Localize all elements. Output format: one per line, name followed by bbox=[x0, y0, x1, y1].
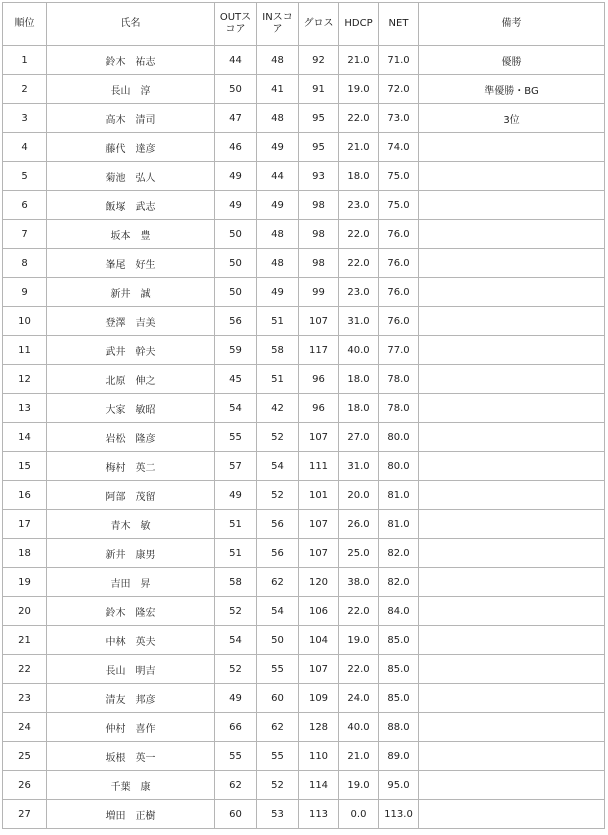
table-row bbox=[3, 191, 605, 220]
table-row bbox=[3, 133, 605, 162]
in-score-cell: 56 bbox=[257, 510, 299, 539]
hdcp-cell: 0.0 bbox=[339, 800, 379, 829]
name-cell: 仲村 喜作 bbox=[47, 713, 215, 742]
out-score-cell: 60 bbox=[215, 800, 257, 829]
gross-cell: 99 bbox=[299, 278, 339, 307]
net-cell: 75.0 bbox=[379, 191, 419, 220]
table-row bbox=[3, 365, 605, 394]
rank-cell: 14 bbox=[3, 423, 47, 452]
header-rank: 順位 bbox=[3, 3, 47, 46]
remarks-cell bbox=[419, 539, 605, 568]
out-score-cell: 50 bbox=[215, 249, 257, 278]
remarks-cell bbox=[419, 394, 605, 423]
gross-cell: 107 bbox=[299, 539, 339, 568]
name-cell: 長山 明吉 bbox=[47, 655, 215, 684]
net-cell: 80.0 bbox=[379, 452, 419, 481]
remarks-cell: 3位 bbox=[419, 104, 605, 133]
name-cell: 菊池 弘人 bbox=[47, 162, 215, 191]
remarks-cell: 準優勝・BG bbox=[419, 75, 605, 104]
gross-cell: 114 bbox=[299, 771, 339, 800]
table-row bbox=[3, 46, 605, 75]
remarks-cell bbox=[419, 423, 605, 452]
table-row bbox=[3, 336, 605, 365]
table-row bbox=[3, 626, 605, 655]
hdcp-cell: 19.0 bbox=[339, 771, 379, 800]
out-score-cell: 49 bbox=[215, 162, 257, 191]
remarks-cell bbox=[419, 133, 605, 162]
table-row bbox=[3, 394, 605, 423]
rank-cell: 18 bbox=[3, 539, 47, 568]
out-score-cell: 52 bbox=[215, 597, 257, 626]
name-cell: 清友 邦彦 bbox=[47, 684, 215, 713]
table-row bbox=[3, 423, 605, 452]
net-cell: 76.0 bbox=[379, 278, 419, 307]
gross-cell: 109 bbox=[299, 684, 339, 713]
table-row bbox=[3, 655, 605, 684]
name-cell: 中林 英夫 bbox=[47, 626, 215, 655]
table-row bbox=[3, 278, 605, 307]
rank-cell: 6 bbox=[3, 191, 47, 220]
remarks-cell bbox=[419, 452, 605, 481]
rank-cell: 21 bbox=[3, 626, 47, 655]
name-cell: 増田 正樹 bbox=[47, 800, 215, 829]
in-score-cell: 48 bbox=[257, 220, 299, 249]
remarks-cell bbox=[419, 365, 605, 394]
hdcp-cell: 21.0 bbox=[339, 46, 379, 75]
remarks-cell bbox=[419, 597, 605, 626]
net-cell: 71.0 bbox=[379, 46, 419, 75]
rank-cell: 22 bbox=[3, 655, 47, 684]
name-cell: 吉田 昇 bbox=[47, 568, 215, 597]
net-cell: 80.0 bbox=[379, 423, 419, 452]
table-row bbox=[3, 800, 605, 829]
rank-cell: 27 bbox=[3, 800, 47, 829]
in-score-cell: 55 bbox=[257, 655, 299, 684]
table-row bbox=[3, 307, 605, 336]
name-cell: 坂本 豊 bbox=[47, 220, 215, 249]
rank-cell: 16 bbox=[3, 481, 47, 510]
gross-cell: 91 bbox=[299, 75, 339, 104]
remarks-cell bbox=[419, 568, 605, 597]
rank-cell: 23 bbox=[3, 684, 47, 713]
in-score-cell: 51 bbox=[257, 365, 299, 394]
in-score-cell: 48 bbox=[257, 46, 299, 75]
remarks-cell bbox=[419, 278, 605, 307]
in-score-cell: 60 bbox=[257, 684, 299, 713]
remarks-cell bbox=[419, 713, 605, 742]
name-cell: 大家 敏昭 bbox=[47, 394, 215, 423]
net-cell: 76.0 bbox=[379, 307, 419, 336]
rank-cell: 17 bbox=[3, 510, 47, 539]
name-cell: 武井 幹夫 bbox=[47, 336, 215, 365]
gross-cell: 93 bbox=[299, 162, 339, 191]
net-cell: 75.0 bbox=[379, 162, 419, 191]
in-score-cell: 42 bbox=[257, 394, 299, 423]
out-score-cell: 50 bbox=[215, 278, 257, 307]
in-score-cell: 51 bbox=[257, 307, 299, 336]
gross-cell: 111 bbox=[299, 452, 339, 481]
out-score-cell: 59 bbox=[215, 336, 257, 365]
gross-cell: 117 bbox=[299, 336, 339, 365]
out-score-cell: 51 bbox=[215, 539, 257, 568]
gross-cell: 101 bbox=[299, 481, 339, 510]
gross-cell: 96 bbox=[299, 394, 339, 423]
rank-cell: 9 bbox=[3, 278, 47, 307]
header-name: 氏名 bbox=[47, 3, 215, 46]
out-score-cell: 55 bbox=[215, 742, 257, 771]
in-score-cell: 55 bbox=[257, 742, 299, 771]
table-row bbox=[3, 249, 605, 278]
in-score-cell: 52 bbox=[257, 771, 299, 800]
hdcp-cell: 18.0 bbox=[339, 162, 379, 191]
remarks-cell bbox=[419, 771, 605, 800]
net-cell: 78.0 bbox=[379, 365, 419, 394]
out-score-cell: 54 bbox=[215, 626, 257, 655]
rank-cell: 1 bbox=[3, 46, 47, 75]
in-score-cell: 48 bbox=[257, 104, 299, 133]
rank-cell: 25 bbox=[3, 742, 47, 771]
table-row bbox=[3, 713, 605, 742]
remarks-cell: 優勝 bbox=[419, 46, 605, 75]
net-cell: 88.0 bbox=[379, 713, 419, 742]
remarks-cell bbox=[419, 249, 605, 278]
in-score-cell: 49 bbox=[257, 133, 299, 162]
net-cell: 95.0 bbox=[379, 771, 419, 800]
remarks-cell bbox=[419, 191, 605, 220]
header-gross: グロス bbox=[299, 3, 339, 46]
in-score-cell: 41 bbox=[257, 75, 299, 104]
gross-cell: 107 bbox=[299, 510, 339, 539]
remarks-cell bbox=[419, 162, 605, 191]
net-cell: 84.0 bbox=[379, 597, 419, 626]
rank-cell: 7 bbox=[3, 220, 47, 249]
hdcp-cell: 24.0 bbox=[339, 684, 379, 713]
hdcp-cell: 19.0 bbox=[339, 626, 379, 655]
table-row bbox=[3, 220, 605, 249]
remarks-cell bbox=[419, 336, 605, 365]
gross-cell: 107 bbox=[299, 307, 339, 336]
name-cell: 坂根 英一 bbox=[47, 742, 215, 771]
hdcp-cell: 20.0 bbox=[339, 481, 379, 510]
out-score-cell: 51 bbox=[215, 510, 257, 539]
net-cell: 78.0 bbox=[379, 394, 419, 423]
hdcp-cell: 21.0 bbox=[339, 742, 379, 771]
net-cell: 72.0 bbox=[379, 75, 419, 104]
hdcp-cell: 31.0 bbox=[339, 452, 379, 481]
out-score-cell: 49 bbox=[215, 481, 257, 510]
rank-cell: 10 bbox=[3, 307, 47, 336]
remarks-cell bbox=[419, 655, 605, 684]
name-cell: 青木 敏 bbox=[47, 510, 215, 539]
name-cell: 千葉 康 bbox=[47, 771, 215, 800]
hdcp-cell: 22.0 bbox=[339, 104, 379, 133]
net-cell: 85.0 bbox=[379, 655, 419, 684]
name-cell: 岩松 隆彦 bbox=[47, 423, 215, 452]
net-cell: 82.0 bbox=[379, 539, 419, 568]
remarks-cell bbox=[419, 510, 605, 539]
remarks-cell bbox=[419, 684, 605, 713]
results-table bbox=[2, 2, 605, 829]
in-score-cell: 62 bbox=[257, 568, 299, 597]
rank-cell: 19 bbox=[3, 568, 47, 597]
table-row bbox=[3, 452, 605, 481]
table-row bbox=[3, 104, 605, 133]
rank-cell: 26 bbox=[3, 771, 47, 800]
hdcp-cell: 22.0 bbox=[339, 249, 379, 278]
hdcp-cell: 18.0 bbox=[339, 394, 379, 423]
gross-cell: 107 bbox=[299, 655, 339, 684]
gross-cell: 98 bbox=[299, 191, 339, 220]
gross-cell: 95 bbox=[299, 133, 339, 162]
out-score-cell: 55 bbox=[215, 423, 257, 452]
gross-cell: 98 bbox=[299, 220, 339, 249]
name-cell: 北原 伸之 bbox=[47, 365, 215, 394]
hdcp-cell: 40.0 bbox=[339, 336, 379, 365]
name-cell: 峯尾 好生 bbox=[47, 249, 215, 278]
in-score-cell: 62 bbox=[257, 713, 299, 742]
net-cell: 73.0 bbox=[379, 104, 419, 133]
header-out-score: OUTスコア bbox=[215, 3, 257, 46]
hdcp-cell: 22.0 bbox=[339, 655, 379, 684]
net-cell: 77.0 bbox=[379, 336, 419, 365]
gross-cell: 106 bbox=[299, 597, 339, 626]
out-score-cell: 44 bbox=[215, 46, 257, 75]
out-score-cell: 49 bbox=[215, 191, 257, 220]
results-body bbox=[3, 46, 605, 829]
net-cell: 74.0 bbox=[379, 133, 419, 162]
out-score-cell: 54 bbox=[215, 394, 257, 423]
gross-cell: 113 bbox=[299, 800, 339, 829]
name-cell: 高木 清司 bbox=[47, 104, 215, 133]
table-row bbox=[3, 597, 605, 626]
remarks-cell bbox=[419, 742, 605, 771]
gross-cell: 95 bbox=[299, 104, 339, 133]
in-score-cell: 53 bbox=[257, 800, 299, 829]
rank-cell: 4 bbox=[3, 133, 47, 162]
in-score-cell: 54 bbox=[257, 597, 299, 626]
rank-cell: 13 bbox=[3, 394, 47, 423]
gross-cell: 120 bbox=[299, 568, 339, 597]
table-row bbox=[3, 510, 605, 539]
in-score-cell: 49 bbox=[257, 191, 299, 220]
out-score-cell: 56 bbox=[215, 307, 257, 336]
gross-cell: 92 bbox=[299, 46, 339, 75]
table-row bbox=[3, 742, 605, 771]
hdcp-cell: 31.0 bbox=[339, 307, 379, 336]
table-row bbox=[3, 539, 605, 568]
table-row bbox=[3, 75, 605, 104]
name-cell: 鈴木 隆宏 bbox=[47, 597, 215, 626]
in-score-cell: 56 bbox=[257, 539, 299, 568]
name-cell: 飯塚 武志 bbox=[47, 191, 215, 220]
hdcp-cell: 23.0 bbox=[339, 278, 379, 307]
hdcp-cell: 40.0 bbox=[339, 713, 379, 742]
gross-cell: 104 bbox=[299, 626, 339, 655]
table-row bbox=[3, 568, 605, 597]
out-score-cell: 50 bbox=[215, 75, 257, 104]
in-score-cell: 50 bbox=[257, 626, 299, 655]
rank-cell: 8 bbox=[3, 249, 47, 278]
in-score-cell: 49 bbox=[257, 278, 299, 307]
hdcp-cell: 38.0 bbox=[339, 568, 379, 597]
hdcp-cell: 23.0 bbox=[339, 191, 379, 220]
header-net: NET bbox=[379, 3, 419, 46]
hdcp-cell: 27.0 bbox=[339, 423, 379, 452]
gross-cell: 98 bbox=[299, 249, 339, 278]
net-cell: 82.0 bbox=[379, 568, 419, 597]
rank-cell: 15 bbox=[3, 452, 47, 481]
table-row bbox=[3, 771, 605, 800]
name-cell: 新井 誠 bbox=[47, 278, 215, 307]
name-cell: 藤代 達彦 bbox=[47, 133, 215, 162]
hdcp-cell: 22.0 bbox=[339, 220, 379, 249]
net-cell: 89.0 bbox=[379, 742, 419, 771]
net-cell: 81.0 bbox=[379, 510, 419, 539]
remarks-cell bbox=[419, 626, 605, 655]
rank-cell: 2 bbox=[3, 75, 47, 104]
header-hdcp: HDCP bbox=[339, 3, 379, 46]
hdcp-cell: 26.0 bbox=[339, 510, 379, 539]
gross-cell: 110 bbox=[299, 742, 339, 771]
out-score-cell: 49 bbox=[215, 684, 257, 713]
remarks-cell bbox=[419, 481, 605, 510]
out-score-cell: 66 bbox=[215, 713, 257, 742]
rank-cell: 12 bbox=[3, 365, 47, 394]
out-score-cell: 47 bbox=[215, 104, 257, 133]
header-in-score: INスコア bbox=[257, 3, 299, 46]
gross-cell: 128 bbox=[299, 713, 339, 742]
net-cell: 85.0 bbox=[379, 626, 419, 655]
rank-cell: 11 bbox=[3, 336, 47, 365]
hdcp-cell: 22.0 bbox=[339, 597, 379, 626]
out-score-cell: 45 bbox=[215, 365, 257, 394]
gross-cell: 96 bbox=[299, 365, 339, 394]
in-score-cell: 52 bbox=[257, 423, 299, 452]
net-cell: 113.0 bbox=[379, 800, 419, 829]
in-score-cell: 44 bbox=[257, 162, 299, 191]
remarks-cell bbox=[419, 800, 605, 829]
table-row bbox=[3, 481, 605, 510]
in-score-cell: 54 bbox=[257, 452, 299, 481]
hdcp-cell: 25.0 bbox=[339, 539, 379, 568]
name-cell: 長山 淳 bbox=[47, 75, 215, 104]
out-score-cell: 50 bbox=[215, 220, 257, 249]
remarks-cell bbox=[419, 307, 605, 336]
name-cell: 阿部 茂留 bbox=[47, 481, 215, 510]
table-row bbox=[3, 684, 605, 713]
rank-cell: 3 bbox=[3, 104, 47, 133]
out-score-cell: 62 bbox=[215, 771, 257, 800]
rank-cell: 20 bbox=[3, 597, 47, 626]
name-cell: 新井 康男 bbox=[47, 539, 215, 568]
remarks-cell bbox=[419, 220, 605, 249]
hdcp-cell: 21.0 bbox=[339, 133, 379, 162]
rank-cell: 24 bbox=[3, 713, 47, 742]
out-score-cell: 57 bbox=[215, 452, 257, 481]
net-cell: 76.0 bbox=[379, 220, 419, 249]
name-cell: 鈴木 祐志 bbox=[47, 46, 215, 75]
net-cell: 85.0 bbox=[379, 684, 419, 713]
out-score-cell: 52 bbox=[215, 655, 257, 684]
name-cell: 梅村 英二 bbox=[47, 452, 215, 481]
header-remarks: 備考 bbox=[419, 3, 605, 46]
in-score-cell: 52 bbox=[257, 481, 299, 510]
hdcp-cell: 18.0 bbox=[339, 365, 379, 394]
rank-cell: 5 bbox=[3, 162, 47, 191]
in-score-cell: 48 bbox=[257, 249, 299, 278]
net-cell: 76.0 bbox=[379, 249, 419, 278]
hdcp-cell: 19.0 bbox=[339, 75, 379, 104]
table-row bbox=[3, 162, 605, 191]
net-cell: 81.0 bbox=[379, 481, 419, 510]
out-score-cell: 58 bbox=[215, 568, 257, 597]
name-cell: 登澤 吉美 bbox=[47, 307, 215, 336]
gross-cell: 107 bbox=[299, 423, 339, 452]
out-score-cell: 46 bbox=[215, 133, 257, 162]
header-row bbox=[3, 3, 605, 46]
in-score-cell: 58 bbox=[257, 336, 299, 365]
